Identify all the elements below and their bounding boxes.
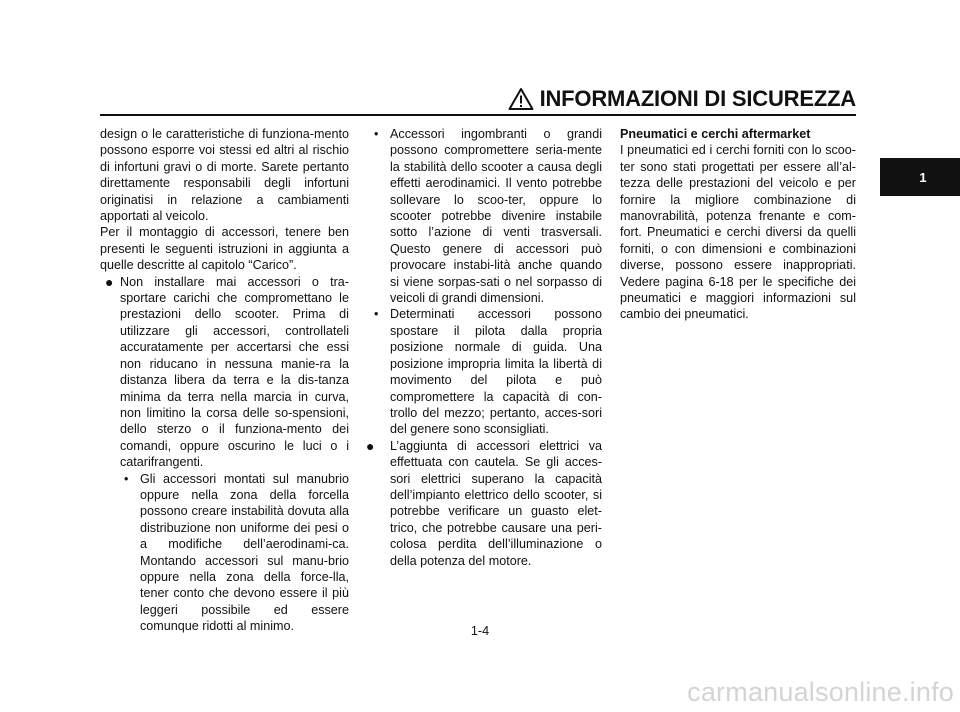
bullet-icon (105, 274, 113, 291)
list-item: • Determinati accessori possono spostare il pilota dalla propria posizione normale di guida. Una posizione impropria limita la libertà di movimento del pilota e può compromettere la capacità di con-trollo del mezzo; pertanto, acces-sori del genere sono sconsigliati. (368, 306, 602, 437)
tires-paragraph: I pneumatici ed i cerchi forniti con lo scoo-ter sono stati progettati per essere all’al-tezza delle prestazioni del veicolo e per fornire la migliore combinazione di manovrabilità, potenza frenante e com-fort. Pneumatici e cerchi diversi da quelli forniti, o con dimensioni e combinazioni diverse, possono essere inappropriati. Vedere pagina 6-18 per le specifiche dei pneumatici e maggiori informazioni sul cambio dei pneumatici. (620, 143, 856, 322)
warning-triangle-icon (508, 87, 534, 111)
column-middle (368, 126, 602, 569)
page-header (480, 84, 856, 114)
bullet-icon (366, 438, 374, 455)
list-item: • Accessori ingombranti o grandi possono compromettere seria-mente la stabilità dello scooter a causa degli effetti aerodinamici. Il vento potrebbe sollevare lo scoo-ter, oppure lo scooter potrebbe divenire instabile sotto l’azione di venti trasversali. Questo genere di accessori può provocare instabi-lità anche quando si viene sorpas-sati o nel sorpasso di veicoli di grandi dimensioni. (368, 126, 602, 306)
intro-paragraph: design o le caratteristiche di funziona-mento possono esporre voi stessi ed altri al rischio di infortuni gravi o di morte. Sarete pertanto direttamente responsabili degli infortuni originatisi in relazione a cambiamenti apportati al veicolo. (100, 127, 349, 224)
page-number: 1-4 (470, 624, 490, 638)
sub-bullet-icon (124, 471, 128, 487)
chapter-tab: 1 (880, 158, 960, 196)
sub-bullet-icon (374, 126, 378, 142)
list-item: • Gli accessori montati sul manubrio oppure nella zona della forcella possono creare instabilità dovuta alla distribuzione non uniforme dei pesi o a modifiche dell’aerodinami-ca. Montando accessori sul manu-brio oppure nella zona della force-lla, tener conto che devono essere il più leggeri possibile ed essere comunque ridotti al minimo. (100, 471, 349, 635)
header-divider (100, 114, 856, 116)
list-item: ● L’aggiunta di accessori elettrici va effettuata con cautela. Se gli acces-sori elettrici superano la capacità dell’impianto elettrico dello scooter, si potrebbe verificare un guasto elet-trico, che potrebbe causare una peri-colosa perdita dell’illuminazione o della potenza del motore. (368, 438, 602, 569)
list-item: ● Non installare mai accessori o tra-sportare carichi che compromettano le prestazioni dello scooter. Prima di utilizzare gli accessori, controllateli accuratamente per accertarsi che essi non riducano in nessuna manie-ra la distanza libera da terra e la dis-tanza minima da terra nella marcia in curva, non limitino la corsa delle so-spensioni, dello sterzo o il funziona-mento dei comandi, oppure oscurino le luci o i catarifrangenti. (100, 274, 349, 471)
column-right (620, 126, 856, 323)
sub-bullet-icon (374, 306, 378, 322)
accessories-paragraph: Per il montaggio di accessori, tenere ben presenti le seguenti istruzioni in aggiunta a quelle descritte al capitolo “Carico”. (100, 225, 349, 273)
section-subheading: Pneumatici e cerchi aftermarket (620, 127, 811, 141)
watermark: carmanualsonline.info (687, 677, 954, 707)
page-title: INFORMAZIONI DI SICUREZZA (539, 86, 856, 111)
column-left (100, 126, 349, 635)
